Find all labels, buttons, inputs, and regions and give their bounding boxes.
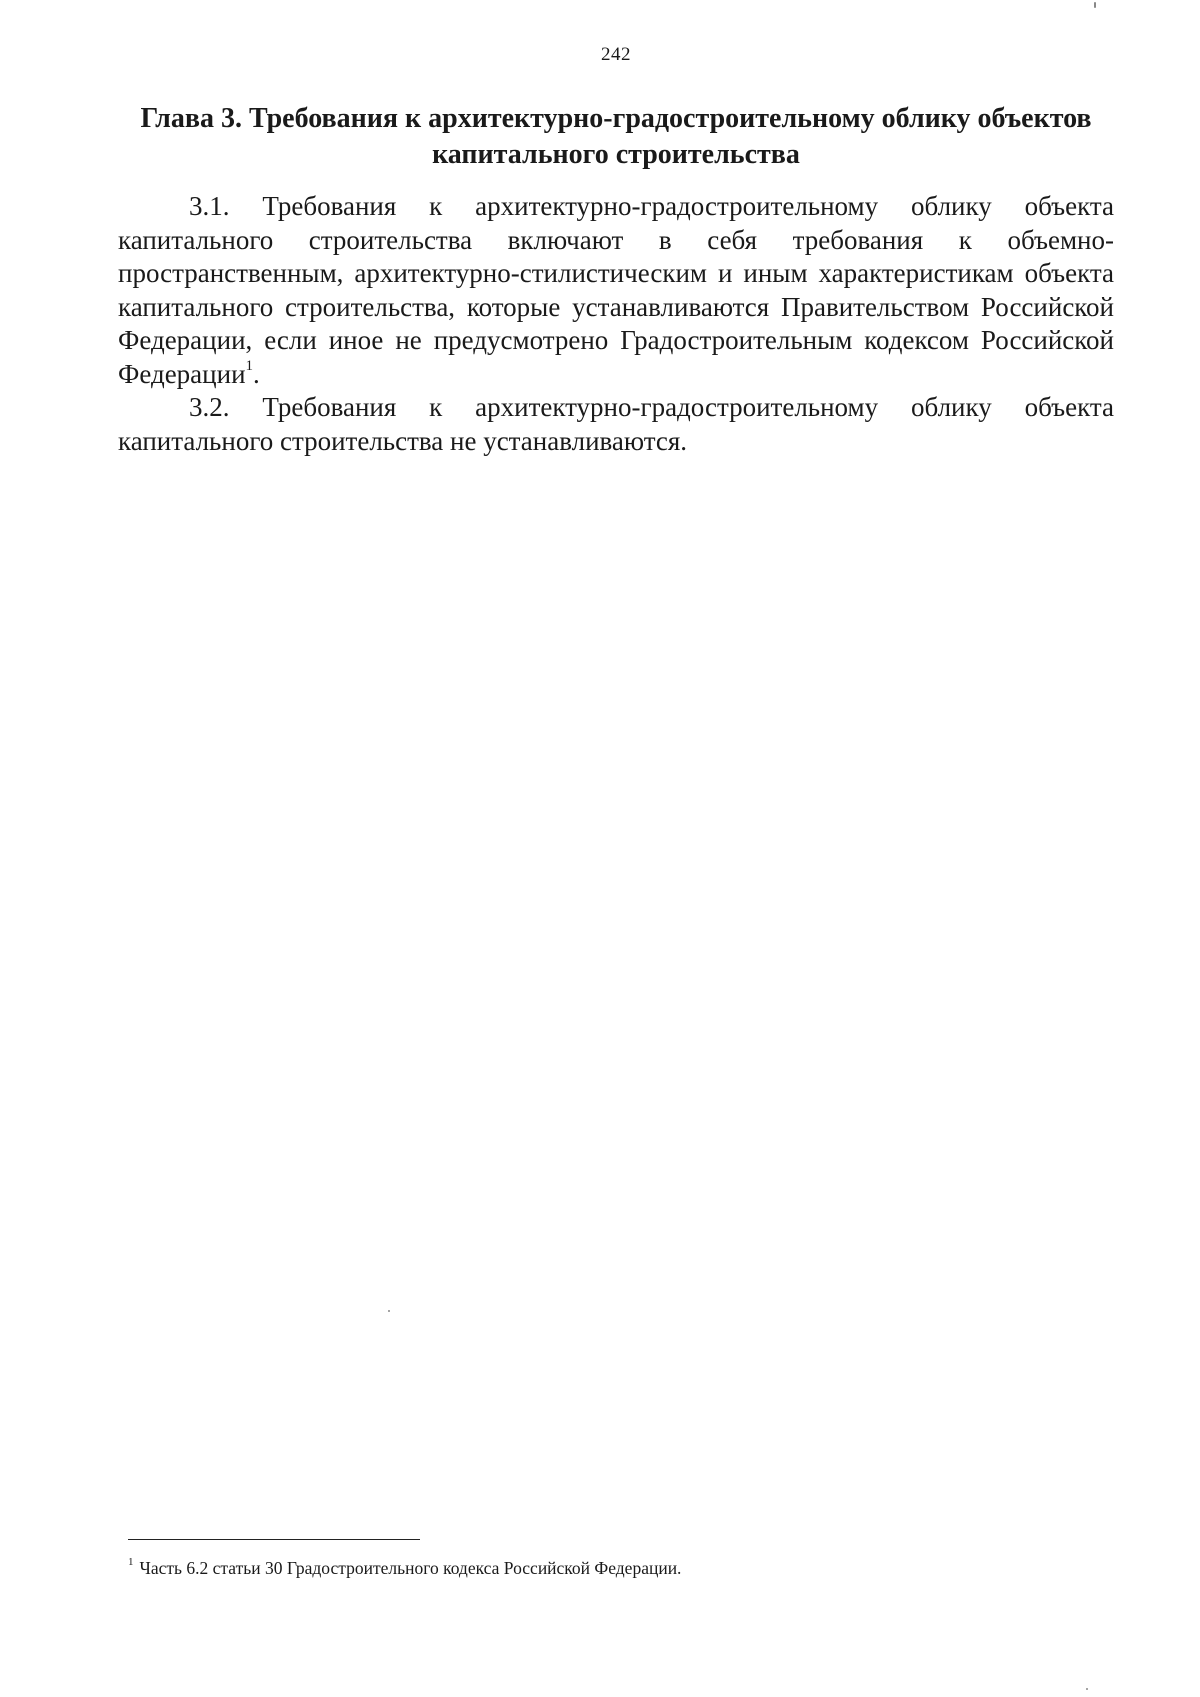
chapter-title-line-1: Глава 3. Требования к архитектурно-градостроительному облику объектов bbox=[140, 103, 1092, 134]
chapter-body bbox=[118, 190, 1114, 458]
chapter-title bbox=[118, 101, 1114, 173]
footnote-reference[interactable]: 1 bbox=[245, 357, 254, 374]
paragraph-3-1-text: 3.1. Требования к архитектурно-градостроительному облику объекта капитального строительства включают в себя требования к объемно-пространственным, архитектурно-стилистическим и иным характеристикам объекта капитального строительства, которые устанавливаются Правительством Российской Федерации, если иное не предусмотрено Градостроительным кодексом Российской Федерации bbox=[118, 191, 1114, 389]
paragraph-3-1-tail: . bbox=[253, 358, 260, 389]
footnote-separator bbox=[128, 1539, 420, 1540]
paragraph-3-2-text: 3.2. Требования к архитектурно-градостроительному облику объекта капитального строительства не устанавливаются. bbox=[118, 392, 1114, 456]
chapter-title-line-2: капитального строительства bbox=[432, 139, 800, 170]
paragraph-3-1 bbox=[118, 190, 1114, 391]
footnote-text: Часть 6.2 статьи 30 Градостроительного кодекса Российской Федерации. bbox=[139, 1557, 682, 1578]
page-number: 242 bbox=[601, 44, 631, 65]
paragraph-3-2 bbox=[118, 391, 1114, 458]
scan-speck bbox=[1094, 2, 1096, 8]
footnote bbox=[128, 1553, 1108, 1579]
scan-speck bbox=[388, 1310, 390, 1312]
scan-speck bbox=[1086, 1688, 1088, 1690]
footnote-marker: 1 bbox=[128, 1556, 134, 1568]
